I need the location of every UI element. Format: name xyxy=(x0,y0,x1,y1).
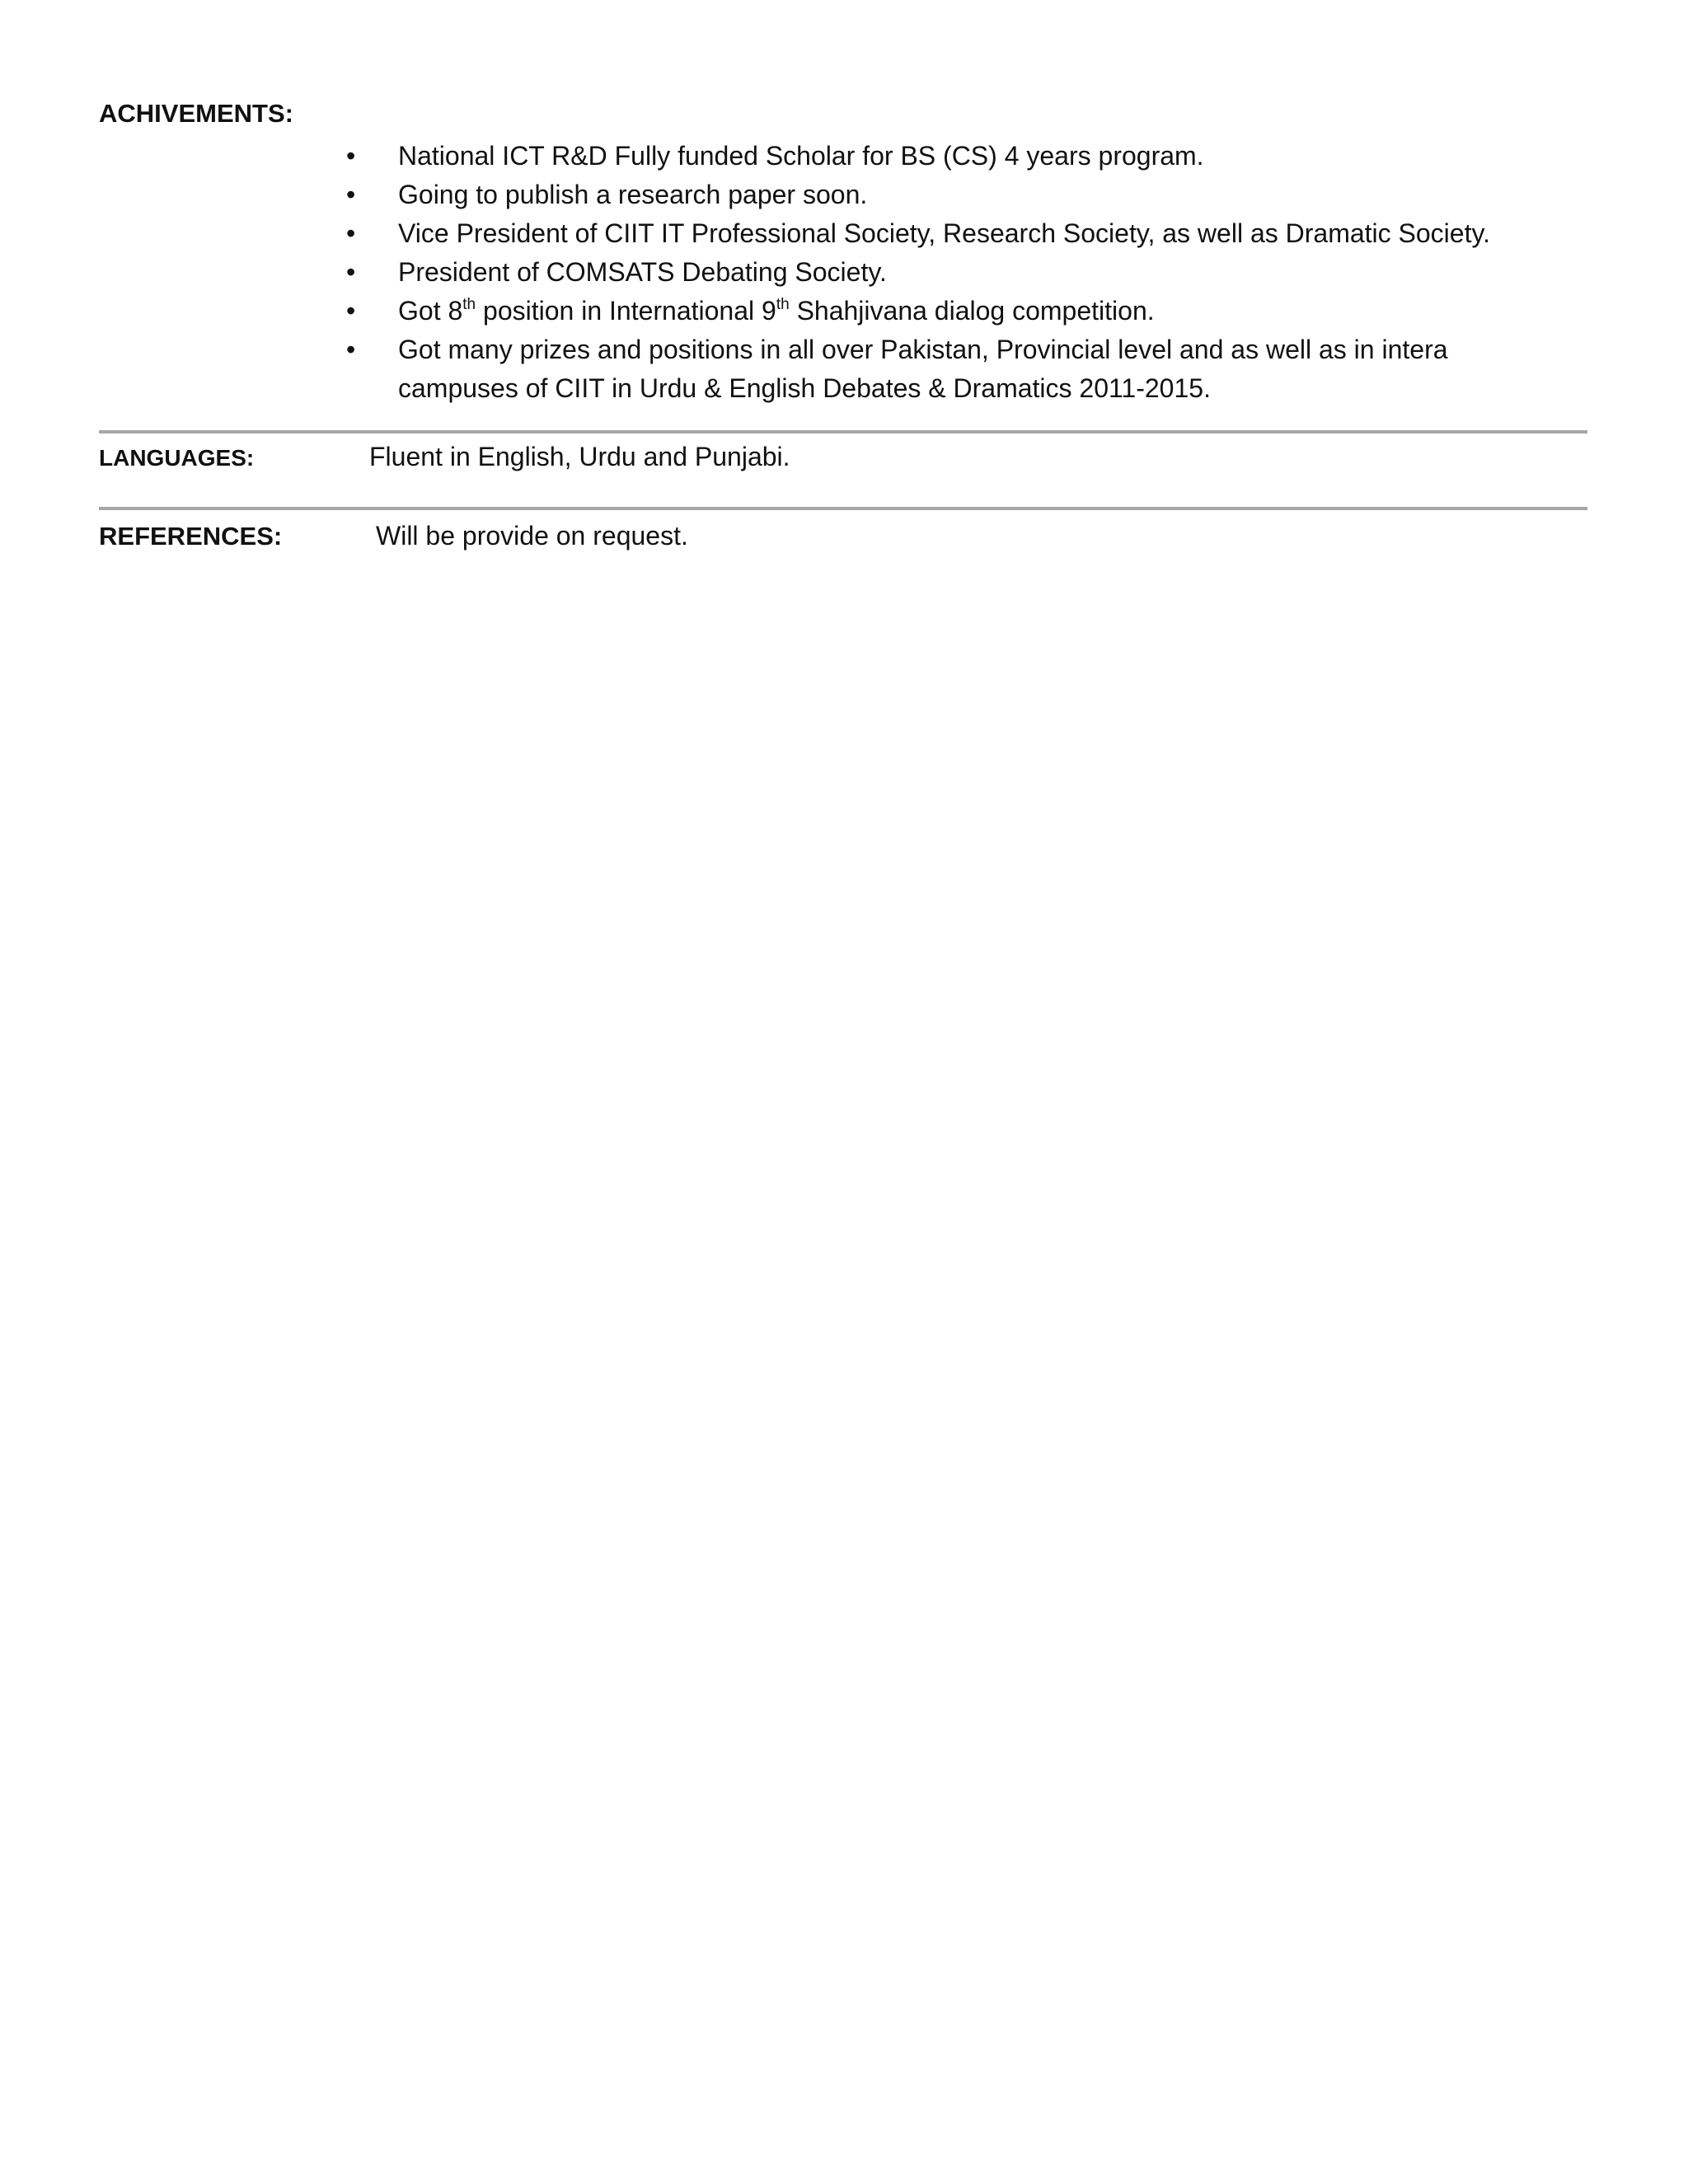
bullet-icon: • xyxy=(346,296,356,326)
achievement-text: National ICT R&D Fully funded Scholar for BS (CS) 4 years program. xyxy=(398,141,1204,171)
achievement-text-line: Got many prizes and positions in all over Pakistan, Provincial level and as well as in intera xyxy=(398,335,1448,364)
section-divider xyxy=(99,430,1587,434)
list-item xyxy=(346,214,1582,253)
achievement-text: President of COMSATS Debating Society. xyxy=(398,257,887,287)
section-divider xyxy=(99,507,1587,510)
references-heading: REFERENCES: xyxy=(99,522,283,551)
list-item xyxy=(346,292,1582,330)
bullet-icon: • xyxy=(346,180,356,209)
achievement-text: Going to publish a research paper soon. xyxy=(398,180,868,209)
bullet-icon: • xyxy=(346,257,356,287)
achievement-text-part: position in International 9 xyxy=(476,296,776,326)
achievement-text: Vice President of CIIT IT Professional Society, Research Society, as well as Dramatic Society. xyxy=(398,218,1490,248)
bullet-icon: • xyxy=(346,218,356,248)
languages-heading: LANGUAGES: xyxy=(99,445,255,471)
ordinal-suffix: th xyxy=(462,296,476,313)
list-item xyxy=(346,137,1582,176)
bullet-icon: • xyxy=(346,335,356,364)
achievement-text-line: campuses of CIIT in Urdu & English Debates & Dramatics 2011-2015. xyxy=(398,373,1211,403)
ordinal-suffix: th xyxy=(776,296,790,313)
achievements-list xyxy=(346,137,1582,408)
achievements-heading: ACHIVEMENTS: xyxy=(99,99,293,128)
list-item xyxy=(346,330,1582,408)
references-value: Will be provide on request. xyxy=(376,521,688,551)
bullet-icon: • xyxy=(346,141,356,171)
languages-value: Fluent in English, Urdu and Punjabi. xyxy=(369,442,790,471)
achievement-text-part: Shahjivana dialog competition. xyxy=(789,296,1155,326)
achievement-text-part: Got 8 xyxy=(398,296,463,326)
list-item xyxy=(346,253,1582,292)
list-item xyxy=(346,176,1582,214)
